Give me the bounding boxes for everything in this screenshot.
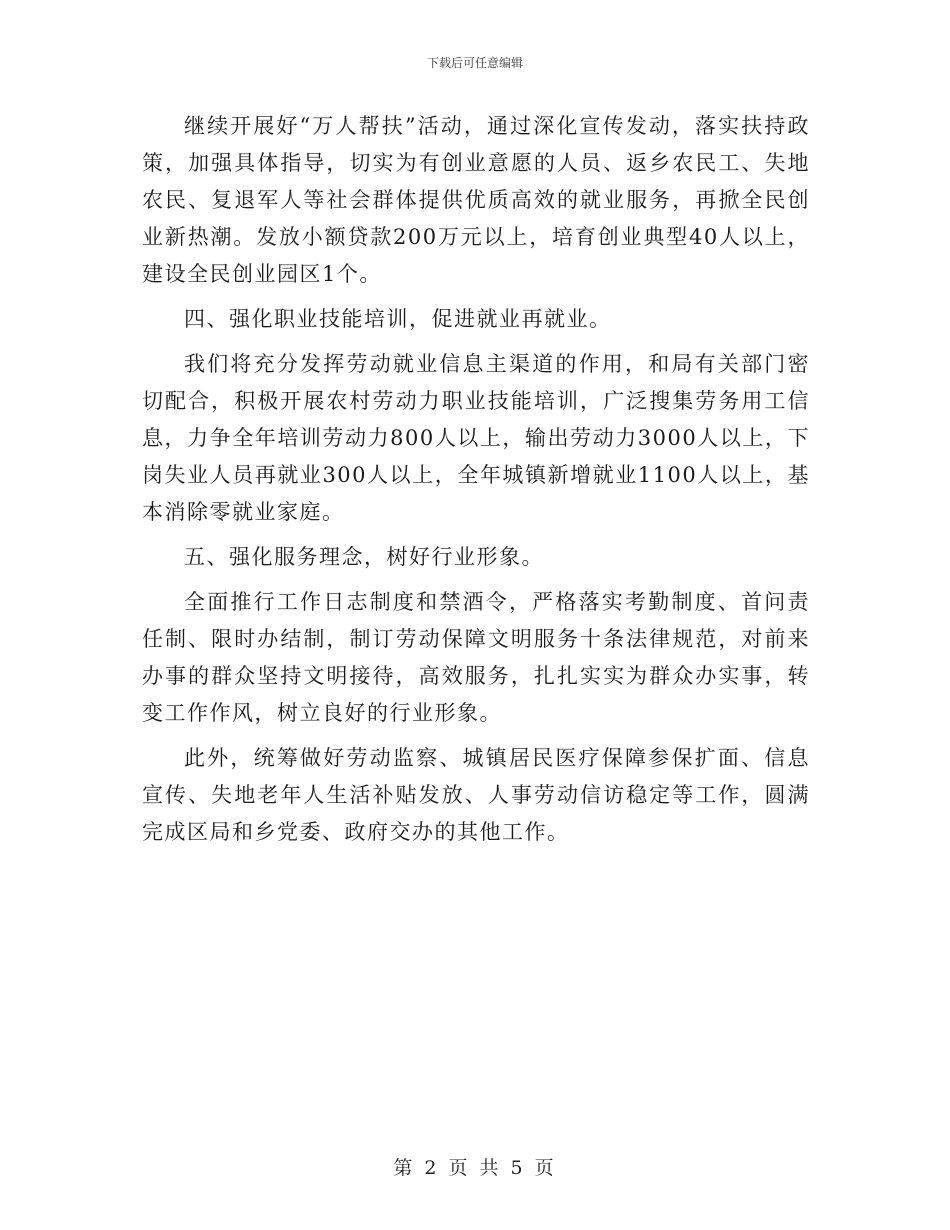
section-heading-5: 五、强化服务理念，树好行业形象。 [184, 545, 544, 569]
paragraph-other-work: 此外，统筹做好劳动监察、城镇居民医疗保障参保扩面、信息宣传、失地老年人生活补贴发放、人事劳动信访稳定等工作，圆满完成区局和乡党委、政府交办的其他工作。 [142, 746, 810, 844]
paragraph-entrepreneurship: 继续开展好“万人帮扶”活动，通过深化宣传发动，落实扶持政策，加强具体指导，切实为有创业意愿的人员、返乡农民工、失地农民、复退军人等社会群体提供优质高效的就业服务，再掀全民创业新热潮。发放小额贷款200万元以上，培育创业典型40人以上，建设全民创业园区1个。 [142, 114, 810, 286]
document-body [142, 108, 810, 859]
section-heading-4: 四、强化职业技能培训，促进就业再就业。 [184, 307, 612, 331]
paragraph-service: 全面推行工作日志制度和禁酒令，严格落实考勤制度、首问责任制、限时办结制，制订劳动保障文明服务十条法律规范，对前来办事的群众坚持文明接待，高效服务，扎扎实实为群众办实事，转变工作作风，树立良好的行业形象。 [142, 590, 810, 725]
header-note: 下载后可任意编辑 [426, 56, 523, 70]
page-number: 第 2 页 共 5 页 [393, 1157, 557, 1179]
paragraph-training: 我们将充分发挥劳动就业信息主渠道的作用，和局有关部门密切配合，积极开展农村劳动力职业技能培训，广泛搜集劳务用工信息，力争全年培训劳动力800人以上，输出劳动力3000人以上，下岗失业人员再就业300人以上，全年城镇新增就业1100人以上，基本消除零就业家庭。 [142, 352, 810, 524]
